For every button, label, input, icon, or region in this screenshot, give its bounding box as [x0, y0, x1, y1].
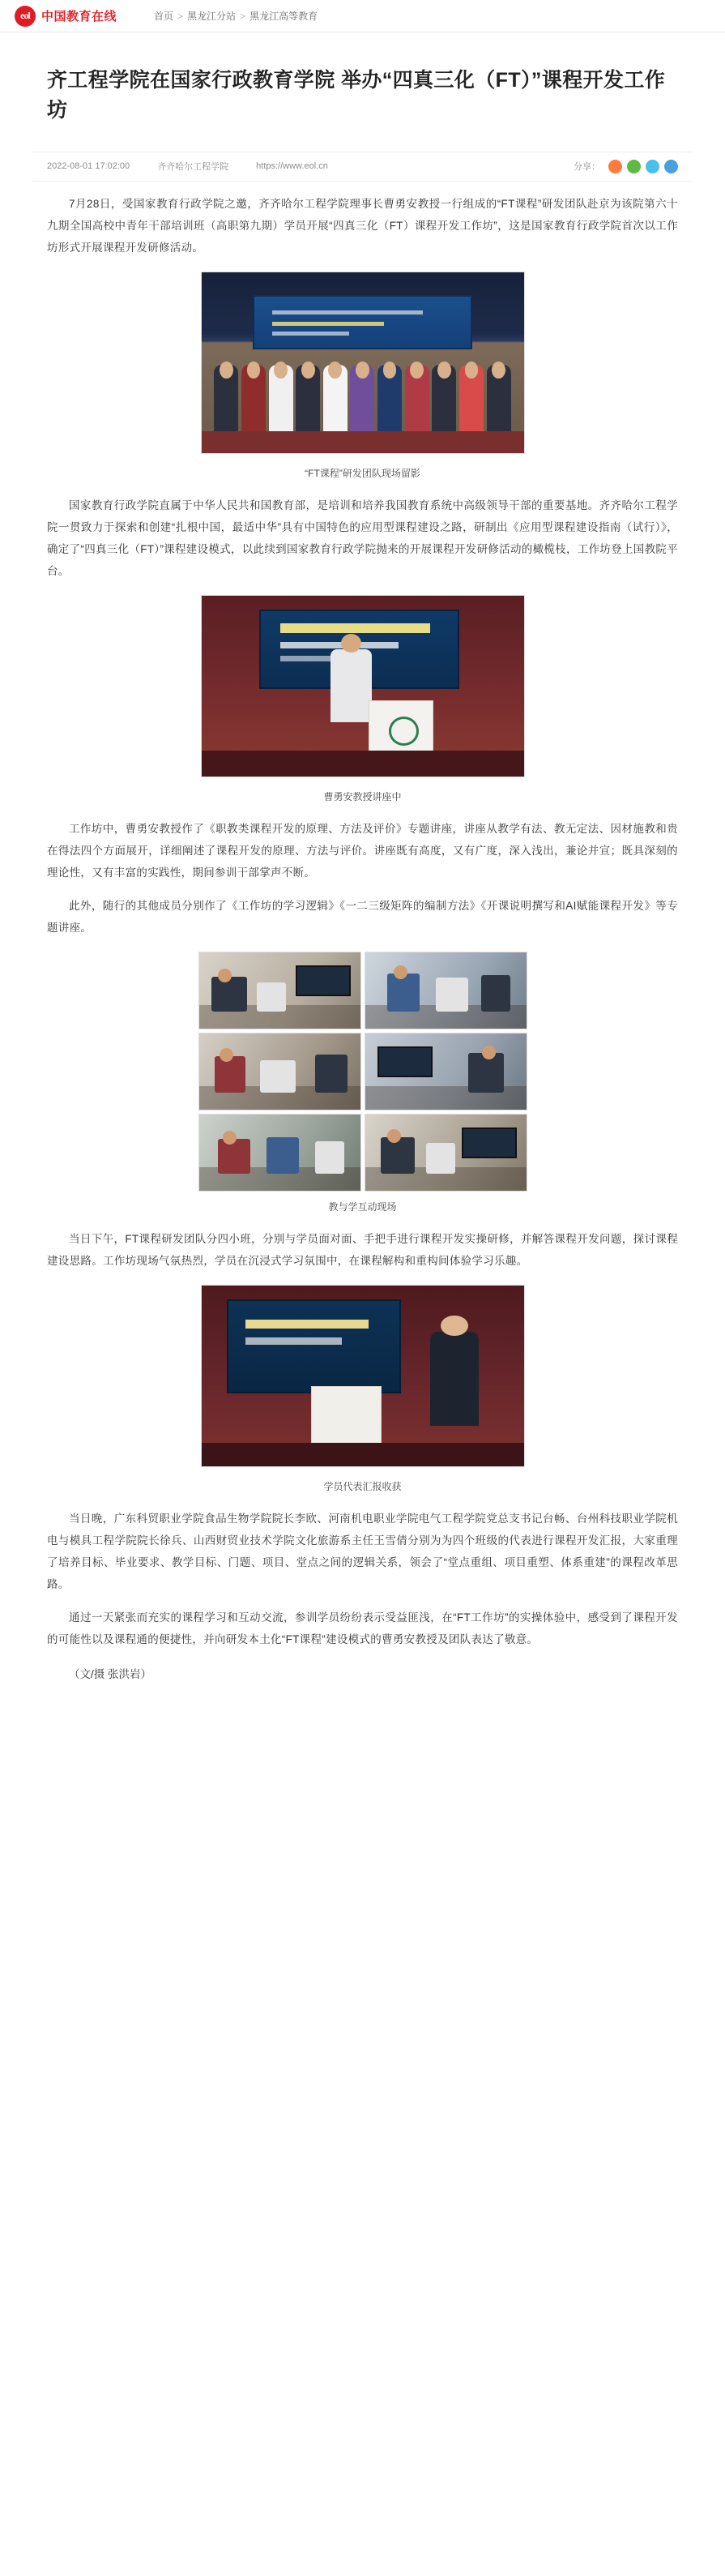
article-meta	[32, 152, 693, 182]
stage-screen	[253, 295, 472, 349]
interaction-photo-caption: 教与学互动现场	[328, 1200, 397, 1213]
paragraph-7: 通过一天紧张而充实的课程学习和互动交流，参训学员纷纷表示受益匪浅，在“FT工作坊”的实操体验中，感受到了课程开发的可能性以及课程通的便捷性，并向研发本土化“FT课程”建设模式的曹勇安教授及团队表达了敬意。	[47, 1611, 678, 1645]
interaction-photo-5	[198, 1114, 361, 1192]
interaction-photo-6	[365, 1114, 527, 1192]
page-title: 齐工程学院在国家行政教育学院 举办“四真三化（FT）”课程开发工作坊	[47, 68, 666, 122]
people-row	[214, 348, 510, 442]
share-bar	[574, 160, 678, 173]
paragraph-4: 此外，随行的其他成员分别作了《工作坊的学习逻辑》《一二三级矩阵的编制方法》《开课说明撰写和AI赋能课程开发》等专题讲座。	[47, 899, 678, 934]
share-label: 分享：	[574, 162, 600, 172]
article-signature: （文/摄 张洪岩）	[69, 1667, 152, 1680]
student-representative-figure	[430, 1332, 479, 1426]
weibo-icon[interactable]	[627, 160, 641, 173]
speaker-figure	[331, 649, 373, 721]
student-report-figure	[32, 1285, 693, 1493]
report-screen	[227, 1299, 401, 1393]
interaction-photo-figure	[32, 952, 693, 1213]
site-brand-name: 中国教育在线	[41, 10, 117, 24]
interaction-photo-1	[198, 952, 361, 1029]
breadcrumb-item-heilongjiang[interactable]: 黑龙江分站	[187, 11, 237, 22]
group-photo-figure	[32, 272, 693, 480]
breadcrumb-item-higher-education[interactable]: 黑龙江高等教育	[249, 11, 318, 22]
interaction-photo-4	[365, 1033, 527, 1110]
qq-icon[interactable]	[646, 160, 659, 173]
breadcrumb-item-home[interactable]: 首页	[154, 11, 174, 22]
paragraph-6: 当日晚，广东科贸职业学院食品生物学院院长李欧、河南机电职业学院电气工程学院党总支书记台畅、台州科技职业学院机电与模具工程学院院长徐兵、山西财贸业技术学院文化旅游系主任王雪倩分别为为四个班级的代表进行课程开发汇报，大家重理了培养目标、毕业要求、教学目标、门题、项目、堂点之间的逻辑关系，领会了“堂点重组、项目重塑、体系重建”的课程改革思路。	[47, 1512, 678, 1590]
article-url: https://www.eol.cn	[256, 161, 328, 171]
student-report-caption: 学员代表汇报收获	[323, 1480, 402, 1492]
eol-logo-icon: eol	[15, 6, 36, 27]
interaction-photo-2	[365, 952, 527, 1029]
user-icon[interactable]	[664, 160, 678, 173]
lecture-photo-figure	[32, 595, 693, 803]
paragraph-3: 工作坊中，曹勇安教授作了《职教类课程开发的原理、方法及评价》专题讲座，讲座从教学有法、教无定法、因材施教和贵在得法四个方面展开，详细阐述了课程开发的原理、方法与评价。讲座既有高度，又有广度，深入浅出，兼论并宣；既具深刻的理论性，又有丰富的实践性，期间参训干部掌声不断。	[47, 822, 678, 879]
interaction-photo-grid	[198, 952, 527, 1192]
lecture-photo	[201, 595, 525, 777]
breadcrumb	[154, 9, 318, 23]
breadcrumb-separator-2: >	[240, 10, 246, 22]
paragraph-2: 国家教育行政学院直属于中华人民共和国教育部，是培训和培养我国教育系统中高级领导干部的重要基地。齐齐哈尔工程学院一贯致力于探索和创建“扎根中国，最适中华”具有中国特色的应用型课程建设之路，研制出《应用型课程建设指南（试行）》，确定了“四真三化（FT）”课程建设模式，以此续到国家教育行政学院抛来的开展课程开发研修活动的橄榄枝，工作坊登上国教院平台。	[47, 499, 678, 577]
lecture-photo-caption: 曹勇安教授讲座中	[323, 790, 402, 802]
breadcrumb-separator-1: >	[177, 10, 184, 22]
article-source: 齐齐哈尔工程学院	[157, 162, 229, 172]
group-photo	[201, 272, 525, 454]
interaction-photo-3	[198, 1033, 361, 1110]
student-report-photo	[201, 1285, 525, 1467]
publish-datetime: 2022-08-01 17:02:00	[47, 161, 130, 171]
paragraph-1: 7月28日，受国家教育行政学院之邀，齐齐哈尔工程学院理事长曹勇安教授一行组成的“FT课程”研发团队赴京为该院第六十九期全国高校中青年干部培训班（高职第九期）学员开展“四真三化（FT）课程开发工作坊”，这是国家教育行政学院首次以工作坊形式开展课程开发研修活动。	[47, 197, 678, 254]
paragraph-5: 当日下午，FT课程研发团队分四小班，分别与学员面对面、手把手进行课程开发实操研修，并解答课程开发问题，探讨课程建设思路。工作坊现场气氛热烈，学员在沉浸式学习氛围中，在课程解构和重构间体验学习乐趣。	[47, 1232, 678, 1267]
article-container	[0, 46, 725, 1681]
group-photo-caption: “FT课程”研发团队现场留影	[305, 467, 420, 479]
site-header	[0, 0, 725, 32]
site-logo[interactable]	[15, 6, 117, 27]
wechat-icon[interactable]	[608, 160, 622, 173]
